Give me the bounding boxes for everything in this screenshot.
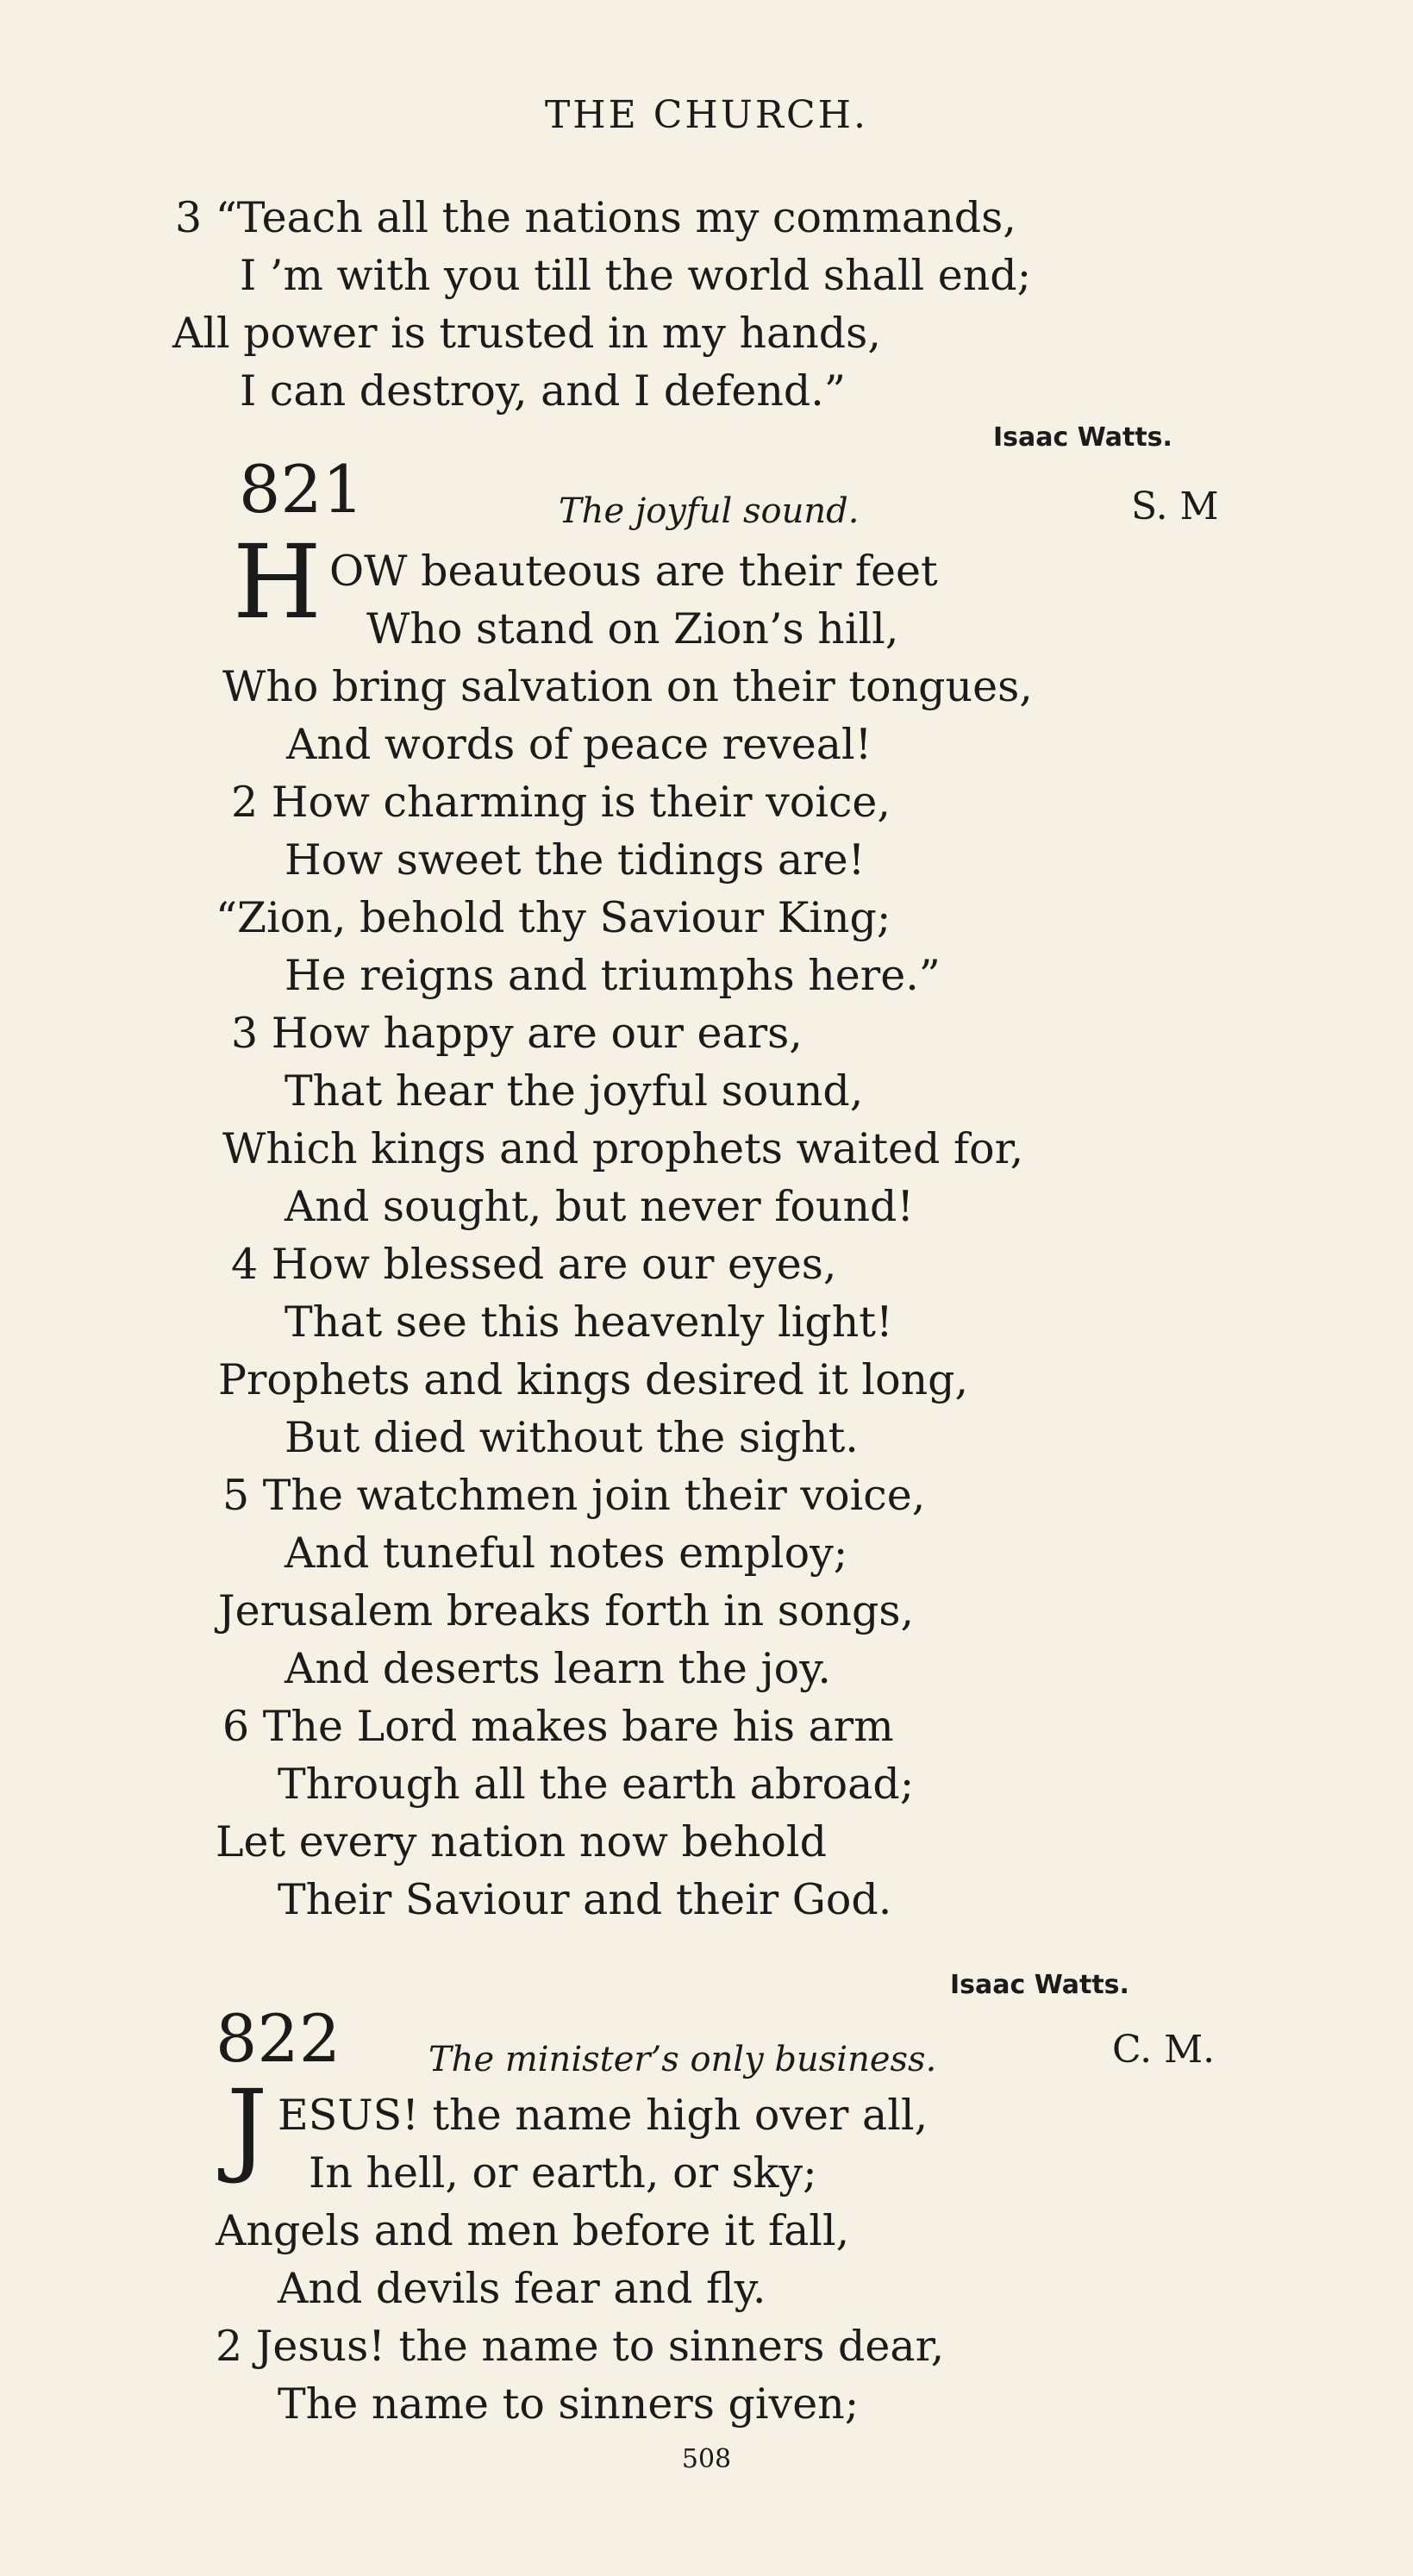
verse-line: That hear the joyful sound, bbox=[284, 1066, 864, 1116]
hymn-subtitle: The minister’s only business. bbox=[428, 2040, 937, 2079]
verse-line: 2 How charming is their voice, bbox=[231, 778, 891, 827]
verse-line: But died without the sight. bbox=[284, 1413, 859, 1462]
hymn-number: 821 bbox=[239, 451, 365, 528]
verse-line: Angels and men before it fall, bbox=[216, 2206, 850, 2255]
verse-line: And tuneful notes employ; bbox=[284, 1529, 848, 1578]
verse-line: I can destroy, and I defend.” bbox=[240, 366, 846, 416]
verse-line: And words of peace reveal! bbox=[286, 720, 872, 769]
verse-line: ESUS! the name high over all, bbox=[278, 2091, 928, 2140]
author-attribution: Isaac Watts. bbox=[950, 1970, 1129, 2000]
author-attribution: Isaac Watts. bbox=[993, 422, 1172, 453]
verse-line: Through all the earth abroad; bbox=[278, 1760, 915, 1809]
verse-line: 6 The Lord makes bare his arm bbox=[222, 1702, 894, 1751]
hymn-meter: S. M bbox=[1131, 485, 1219, 528]
verse-line: And devils fear and fly. bbox=[278, 2264, 766, 2313]
verse-line: In hell, or earth, or sky; bbox=[309, 2148, 817, 2198]
verse-line: Let every nation now behold bbox=[216, 1817, 827, 1866]
verse-line: How sweet the tidings are! bbox=[284, 835, 866, 885]
verse-line: All power is trusted in my hands, bbox=[172, 309, 881, 358]
verse-line: Their Saviour and their God. bbox=[278, 1875, 892, 1924]
page-number: 508 bbox=[681, 2444, 732, 2474]
verse-line: 2 Jesus! the name to sinners dear, bbox=[216, 2322, 945, 2371]
verse-line: He reigns and triumphs here.” bbox=[284, 951, 941, 1000]
verse-line: Who stand on Zion’s hill, bbox=[366, 604, 899, 653]
verse-line: 5 The watchmen join their voice, bbox=[222, 1471, 926, 1520]
hymn-number: 822 bbox=[216, 2000, 341, 2077]
verse-line: 3 How happy are our ears, bbox=[231, 1009, 803, 1058]
drop-cap: H bbox=[233, 522, 322, 641]
verse-line: 4 How blessed are our eyes, bbox=[231, 1240, 837, 1289]
verse-line: And sought, but never found! bbox=[284, 1182, 915, 1231]
verse-line: The name to sinners given; bbox=[278, 2379, 860, 2429]
running-header: THE CHURCH. bbox=[544, 93, 869, 137]
verse-line: I ’m with you till the world shall end; bbox=[240, 251, 1032, 300]
verse-line: 3 “Teach all the nations my commands, bbox=[175, 193, 1016, 242]
verse-line: Prophets and kings desired it long, bbox=[218, 1355, 969, 1404]
drop-cap: J bbox=[227, 2067, 268, 2186]
verse-line: Jerusalem breaks forth in songs, bbox=[218, 1586, 915, 1635]
verse-line: “Zion, behold thy Saviour King; bbox=[216, 893, 891, 942]
verse-line: And deserts learn the joy. bbox=[284, 1644, 831, 1693]
hymn-meter: C. M. bbox=[1112, 2028, 1216, 2072]
verse-line: Which kings and prophets waited for, bbox=[222, 1124, 1024, 1173]
verse-line: That see this heavenly light! bbox=[284, 1297, 893, 1347]
verse-line: Who bring salvation on their tongues, bbox=[222, 662, 1033, 711]
verse-line: OW beauteous are their feet bbox=[329, 547, 938, 596]
hymn-subtitle: The joyful sound. bbox=[559, 491, 860, 531]
